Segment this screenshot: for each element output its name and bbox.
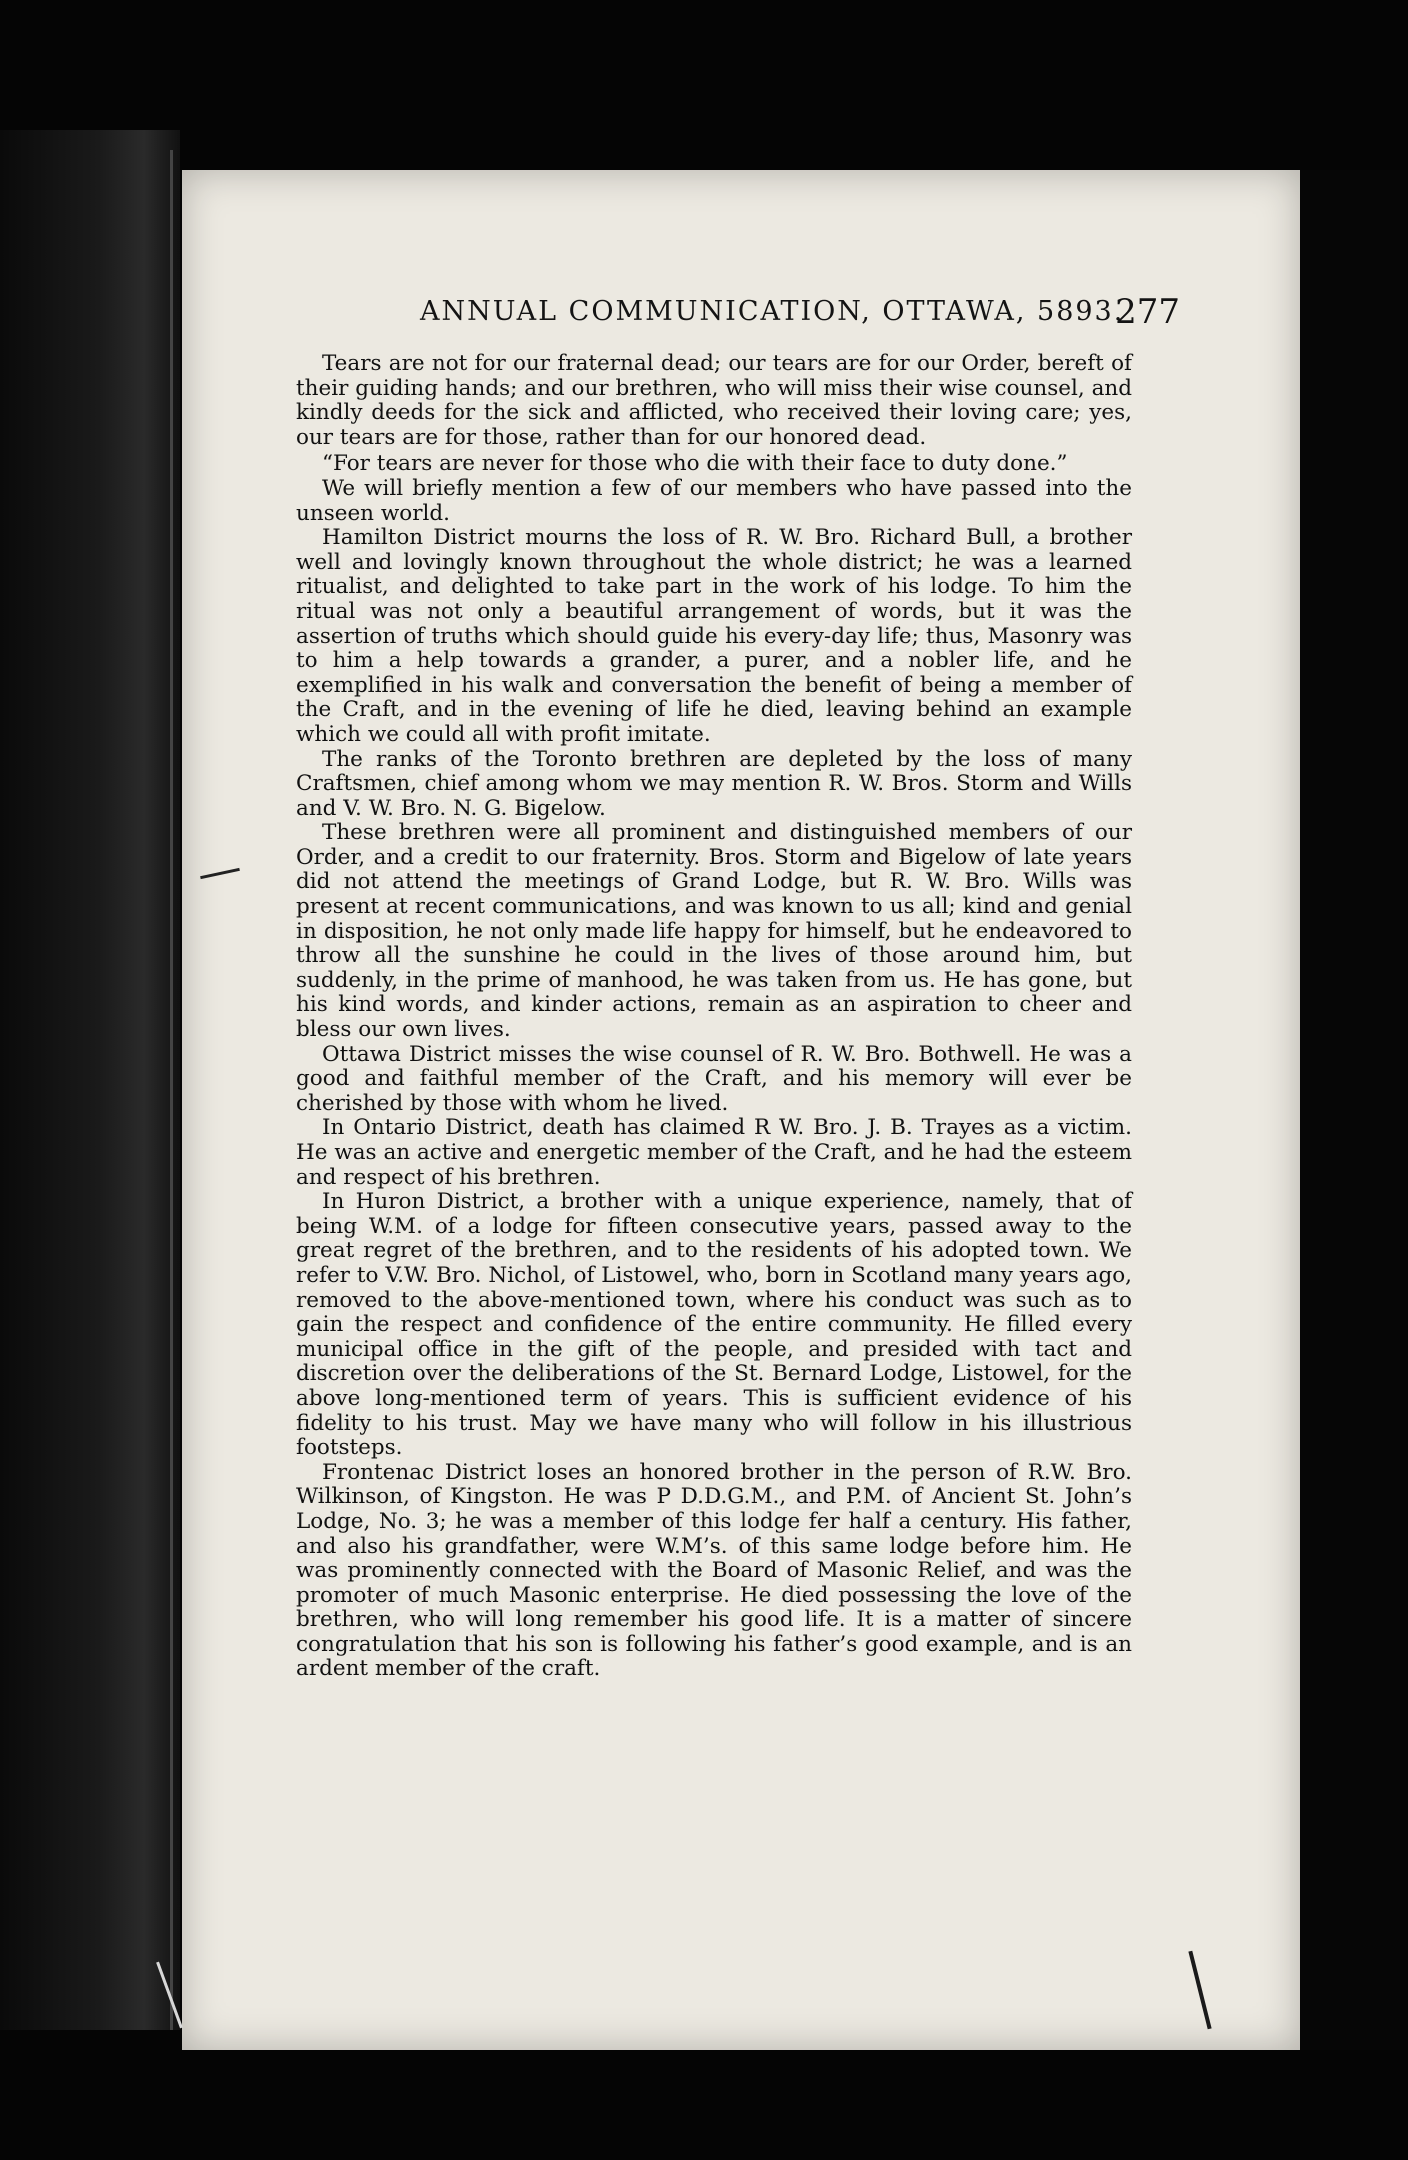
page-number: 277 bbox=[1115, 292, 1180, 332]
running-head: ANNUAL COMMUNICATION, OTTAWA, 5893. bbox=[420, 296, 1125, 327]
page-header bbox=[240, 288, 1240, 348]
scan-margin-right bbox=[1300, 170, 1408, 2050]
paragraph: Ottawa District misses the wise counsel of R. W. Bro. Bothwell. He was a good and faithful member of the Craft, and his memory will ever be cherished by those with whom he lived. bbox=[296, 1041, 1132, 1116]
body-text bbox=[296, 352, 1132, 1682]
paragraph: These brethren were all prominent and distinguished members of our Order, and a credit to our fraternity. Bros. Storm and Bigelow of late years did not attend the meetings of Grand Lodge, but R. W. Bro. Wills was present at recent communications, and was known to us all; kind and genial in disposition, he not only made life happy for himself, but he endeavored to throw all the sunshine he could in the lives of those around him, but suddenly, in the prime of manhood, he was taken from us. He has gone, but his kind words, and kinder actions, remain as an aspiration to cheer and bless our own lives. bbox=[296, 820, 1132, 1043]
paragraph: Frontenac District loses an honored brother in the person of R.W. Bro. Wilkinson, of Kingston. He was P D.D.G.M., and P.M. of Ancient St. John’s Lodge, No. 3; he was a member of this lodge fer half a century. His father, and also his grandfather, were W.M’s. of this same lodge before him. He was prominently connected with the Board of Masonic Relief, and was the promoter of much Masonic enterprise. He died possessing the love of the brethren, who will long remember his good life. It is a matter of sincere congratulation that his son is following his father’s good example, and is an ardent member of the craft. bbox=[296, 1459, 1132, 1682]
paragraph: The ranks of the Toronto brethren are depleted by the loss of many Craftsmen, chief among whom we may mention R. W. Bros. Storm and Wills and V. W. Bro. N. G. Bigelow. bbox=[296, 746, 1132, 821]
page-stack-line bbox=[170, 150, 173, 2030]
paragraph: In Huron District, a brother with a unique experience, namely, that of being W.M. of a lodge for fifteen consecutive years, passed away to the great regret of the brethren, and to the residents of his adopted town. We refer to V.W. Bro. Nichol, of Listowel, who, born in Scotland many years ago, removed to the above-mentioned town, where his conduct was such as to gain the respect and confidence of the entire community. He filled every municipal office in the gift of the people, and presided with tact and discretion over the deliberations of the St. Bernard Lodge, Listowel, for the above long-mentioned term of years. This is sufficient evidence of his fidelity to his trust. May we have many who will follow in his illustrious footsteps. bbox=[296, 1189, 1132, 1461]
paragraph: We will briefly mention a few of our members who have passed into the unseen world. bbox=[296, 475, 1132, 526]
book-binding-edge bbox=[0, 130, 180, 2030]
paragraph: Tears are not for our fraternal dead; our tears are for our Order, bereft of their guiding hands; and our brethren, who will miss their wise counsel, and kindly deeds for the sick and afflicted, who received their loving care; yes, our tears are for those, rather than for our honored dead. bbox=[296, 351, 1132, 450]
paragraph: In Ontario District, death has claimed R W. Bro. J. B. Trayes as a victim. He was an active and energetic member of the Craft, and he had the esteem and respect of his brethren. bbox=[296, 1115, 1132, 1190]
paragraph: Hamilton District mourns the loss of R. W. Bro. Richard Bull, a brother well and lovingly known throughout the whole district; he was a learned ritualist, and delighted to take part in the work of his lodge. To him the ritual was not only a beautiful arrangement of words, but it was the assertion of truths which should guide his every-day life; thus, Masonry was to him a help towards a grander, a purer, and a nobler life, and he exemplified in his walk and conversation the benefit of being a member of the Craft, and in the evening of life he died, leaving behind an example which we could all with profit imitate. bbox=[296, 525, 1132, 747]
quote-line: “For tears are never for those who die with their face to duty done.” bbox=[322, 451, 1068, 477]
